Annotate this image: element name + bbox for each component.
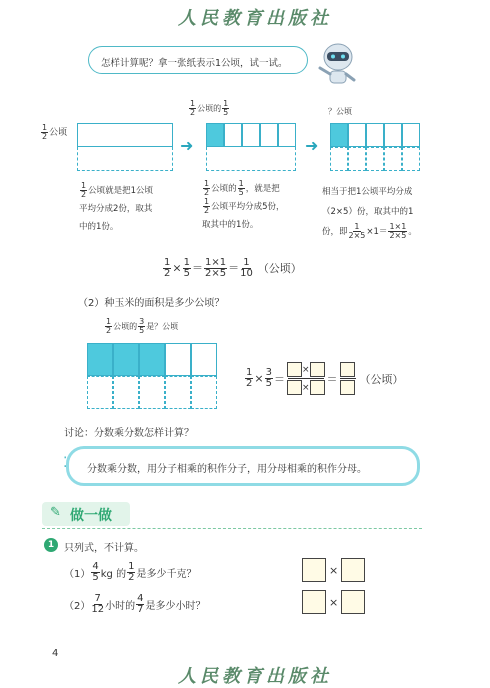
- q2-diagram: [87, 343, 217, 409]
- exercise-item-2: （2） $\frac{7}{12}$ 小时的 $\frac{4}{7}$ 是多少小时？: [64, 593, 206, 615]
- step2-label: $\frac{1}{2}$ 公顷的 $\frac{1}{5}$: [190, 99, 229, 117]
- exercise-number-badge: 1: [44, 538, 58, 552]
- rule-text: 分数乘分数，用分子相乘的积作分子，用分母相乘的积作分母。: [87, 464, 367, 475]
- exercise-item-1: （1） $\frac{4}{5}$ kg 的 $\frac{1}{2}$ 是多少千克？: [64, 561, 197, 583]
- pencil-icon: ✎: [50, 505, 61, 520]
- step1-diagram: [77, 123, 173, 171]
- answer-box[interactable]: [302, 558, 326, 582]
- answer-box[interactable]: [310, 362, 325, 377]
- main-equation: $\frac{1}{2}$ × $\frac{1}{5}$ ＝ $\frac{1\times 1}{2\times 5}$ ＝ $\frac{1}{10}$ （公顷）: [164, 257, 302, 279]
- speech-text: 怎样计算呢？拿一张纸表示1公顷，试一试。: [101, 58, 288, 69]
- question-2: （2）种玉米的面积是多少公顷？: [78, 298, 225, 309]
- publisher-header: 人民教育出版社: [178, 8, 332, 29]
- answer-box[interactable]: [341, 558, 365, 582]
- rule-bubble: [63, 446, 420, 486]
- step2-diagram: [206, 123, 296, 171]
- publisher-footer: 人民教育出版社: [178, 666, 332, 687]
- answer-box[interactable]: [302, 590, 326, 614]
- quote-marks-icon: ⁚: [63, 455, 68, 471]
- step3-diagram: [330, 123, 420, 171]
- desc-step2: $\frac{1}{2}$ 公顷的 $\frac{1}{5}$ ，就是把 $\frac{1}{2}$ 公顷平均分成5份， 取其中的1份。: [202, 179, 285, 230]
- section-header: [42, 502, 130, 526]
- answer-box[interactable]: [287, 362, 302, 377]
- section-divider: [42, 528, 422, 529]
- step1-label: $\frac{1}{2}$ 公顷: [42, 123, 68, 141]
- q2-label: $\frac{1}{2}$ 公顷的 $\frac{3}{5}$ 是？公顷: [106, 317, 179, 335]
- answer-box[interactable]: [310, 380, 325, 395]
- speech-bubble: [88, 46, 308, 74]
- robot-illustration: [316, 42, 360, 88]
- answer-row-1: ×: [302, 558, 365, 582]
- discussion-text: 讨论：分数乘分数怎样计算？: [64, 428, 194, 439]
- answer-box[interactable]: [287, 380, 302, 395]
- answer-box[interactable]: [341, 590, 365, 614]
- answer-row-2: ×: [302, 590, 365, 614]
- q2-equation: $\frac{1}{2}$ × $\frac{3}{5}$ ＝ × × ＝ （公顷）: [244, 362, 404, 395]
- answer-box[interactable]: [340, 362, 355, 377]
- desc-step3: 相当于把1公顷平均分成 （2×5）份，取其中的1 份，即 $\frac{1}{2\times 5}$ ×1＝ $\frac{1\times 1}{2\times 5}$ 。: [322, 187, 417, 240]
- arrow-right-icon: ➜: [180, 136, 194, 155]
- arrow-right-icon: ➜: [305, 136, 319, 155]
- desc-step1: $\frac{1}{2}$ 公顷就是把1公顷 平均分成2份，取其 中的1份。: [79, 181, 154, 232]
- exercise-title: 只列式，不计算。: [64, 543, 144, 554]
- section-title: 做一做: [70, 508, 112, 524]
- answer-box[interactable]: [340, 380, 355, 395]
- step3-label: ？公顷: [328, 107, 352, 116]
- page-number: 4: [52, 648, 59, 659]
